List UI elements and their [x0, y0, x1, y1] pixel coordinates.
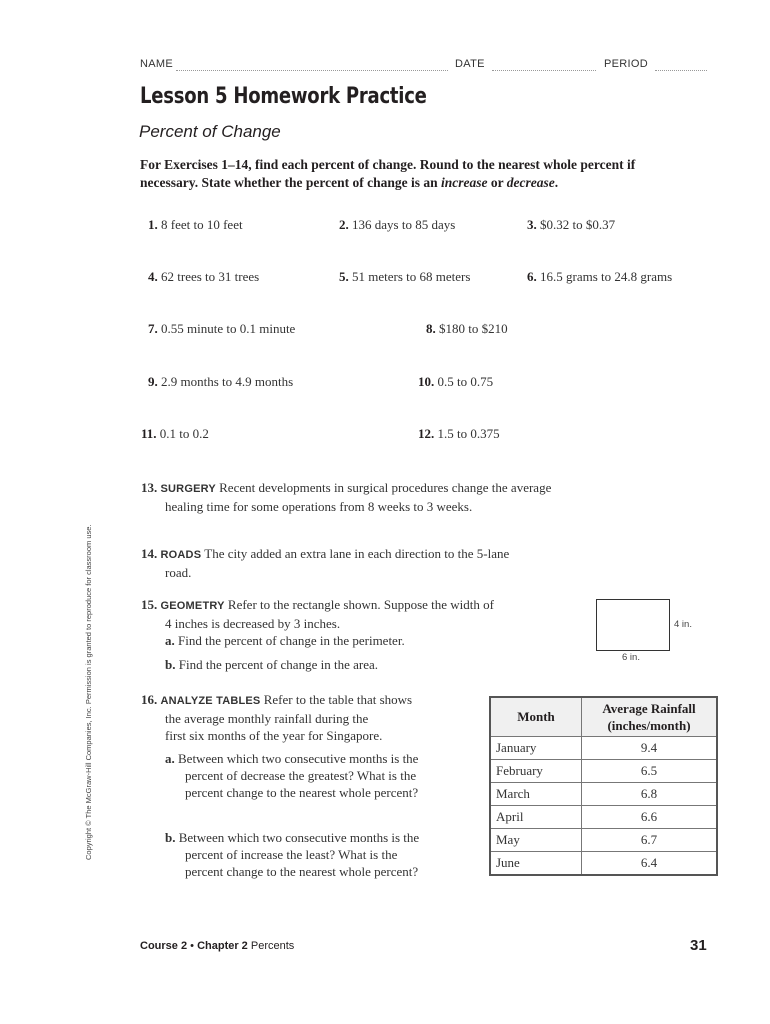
table-row: May 6.7 — [490, 829, 717, 852]
rectangle-figure — [596, 599, 670, 651]
copyright-notice: Copyright © The McGraw-Hill Companies, Inc. Permission is granted to reproduce for classroom use. — [84, 524, 93, 860]
rainfall-table — [489, 696, 718, 876]
table-row: March 6.8 — [490, 783, 717, 806]
page-number: 31 — [690, 937, 707, 954]
exercise-2: 2. 136 days to 85 days — [339, 217, 456, 232]
exercise-4: 4. 62 trees to 31 trees — [148, 269, 260, 284]
table-row: January 9.4 — [490, 737, 717, 760]
rectangle-width-label: 6 in. — [622, 652, 640, 663]
period-label: PERIOD — [604, 58, 648, 70]
footer-course: Course 2 • Chapter 2 Percents — [140, 940, 295, 952]
exercise-8: 8. $180 to $210 — [426, 321, 508, 336]
problem-16: 16. ANALYZE TABLES Refer to the table that shows the average monthly rainfall during the first six months of the year for Singapore. — [141, 692, 413, 743]
problem-16b: b. Between which two consecutive months is the percent of increase the least? What is the percent change to the nearest whole percent? — [165, 830, 420, 879]
exercise-3: 3. $0.32 to $0.37 — [527, 217, 616, 232]
rainfall-table-wrapper — [489, 696, 718, 876]
table-row: June 6.4 — [490, 852, 717, 876]
table-header-rainfall: Average Rainfall (inches/month) — [582, 697, 718, 737]
problem-15: 15. GEOMETRY Refer to the rectangle shown. Suppose the width of 4 inches is decreased by 3 inches. a. Find the percent of change in the perimeter. — [141, 597, 494, 648]
exercise-1: 1. 8 feet to 10 feet — [148, 217, 243, 232]
problem-15b: b. Find the percent of change in the area. — [165, 657, 378, 672]
date-label: DATE — [455, 58, 485, 70]
page-subtitle: Percent of Change — [139, 122, 281, 141]
page-title: Lesson 5 Homework Practice — [140, 84, 427, 109]
exercise-9: 9. 2.9 months to 4.9 months — [148, 374, 294, 389]
table-row: April 6.6 — [490, 806, 717, 829]
instructions: For Exercises 1–14, find each percent of change. Round to the nearest whole percent if necessary. State whether the percent of change is an increase or decrease. — [140, 157, 636, 190]
name-line[interactable] — [176, 70, 448, 71]
exercise-10: 10. 0.5 to 0.75 — [418, 374, 494, 389]
exercise-6: 6. 16.5 grams to 24.8 grams — [527, 269, 673, 284]
table-row: February 6.5 — [490, 760, 717, 783]
table-header-month: Month — [490, 697, 582, 737]
exercise-12: 12. 1.5 to 0.375 — [418, 426, 500, 441]
exercise-7: 7. 0.55 minute to 0.1 minute — [148, 321, 296, 336]
rectangle-height-label: 4 in. — [674, 619, 692, 630]
problem-16a: a. Between which two consecutive months is the percent of decrease the greatest? What is the percent change to the nearest whole percent? — [165, 751, 419, 800]
problem-13: 13. SURGERY Recent developments in surgical procedures change the average healing time for some operations from 8 weeks to 3 weeks. — [141, 480, 552, 514]
problem-14: 14. ROADS The city added an extra lane in each direction to the 5-lane road. — [141, 546, 510, 580]
date-line[interactable] — [492, 70, 596, 71]
exercise-5: 5. 51 meters to 68 meters — [339, 269, 471, 284]
period-line[interactable] — [655, 70, 707, 71]
exercise-11: 11. 0.1 to 0.2 — [141, 426, 209, 441]
name-label: NAME — [140, 58, 173, 70]
